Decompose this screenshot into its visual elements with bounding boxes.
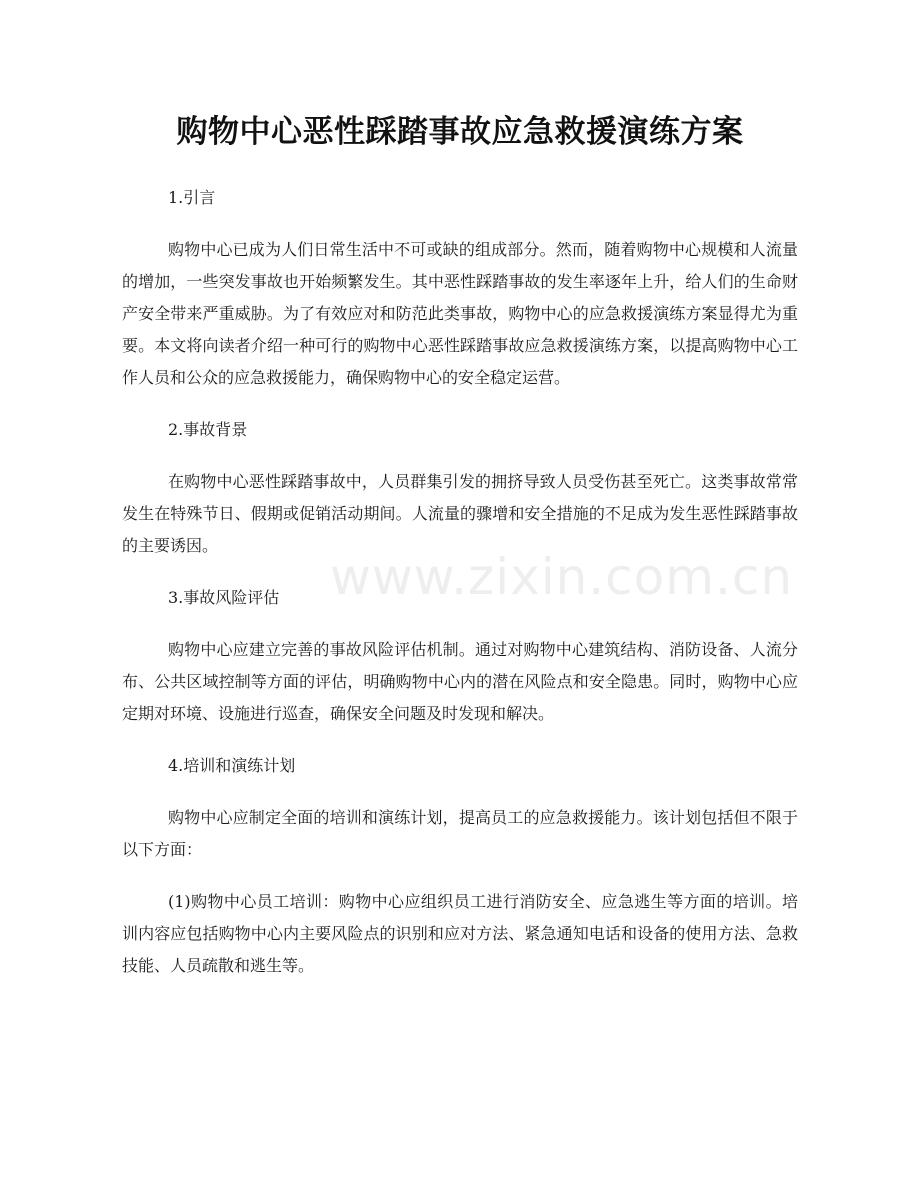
section-heading-background: 2.事故背景 [168,420,248,439]
section-paragraph-background: 在购物中心恶性踩踏事故中，人员群集引发的拥挤导致人员受伤甚至死亡。这类事故常常发生在特殊节日、假期或促销活动期间。人流量的骤增和安全措施的不足成为发生恶性踩踏事故的主要诱因。 [122,472,798,555]
section-heading-risk: 3.事故风险评估 [168,588,280,607]
section-paragraph-risk: 购物中心应建立完善的事故风险评估机制。通过对购物中心建筑结构、消防设备、人流分布、公共区域控制等方面的评估，明确购物中心内的潜在风险点和安全隐患。同时，购物中心应定期对环境、设施进行巡查，确保安全问题及时发现和解决。 [122,640,798,723]
section-heading-intro: 1.引言 [168,188,216,207]
document-body [122,182,798,982]
section-paragraph-training: 购物中心应制定全面的培训和演练计划，提高员工的应急救援能力。该计划包括但不限于以下方面： [122,808,798,859]
document-title: 购物中心恶性踩踏事故应急救援演练方案 [176,114,744,150]
list-item-staff-training: (1)购物中心员工培训：购物中心应组织员工进行消防安全、应急逃生等方面的培训。培训内容应包括购物中心内主要风险点的识别和应对方法、紧急通知电话和设备的使用方法、急救技能、人员疏散和逃生等。 [122,892,798,975]
section-paragraph-intro: 购物中心已成为人们日常生活中不可或缺的组成部分。然而，随着购物中心规模和人流量的增加，一些突发事故也开始频繁发生。其中恶性踩踏事故的发生率逐年上升，给人们的生命财产安全带来严重威胁。为了有效应对和防范此类事故，购物中心的应急救援演练方案显得尤为重要。本文将向读者介绍一种可行的购物中心恶性踩踏事故应急救援演练方案，以提高购物中心工作人员和公众的应急救援能力，确保购物中心的安全稳定运营。 [122,240,798,387]
watermark: www.zixin.com.cn [330,548,794,606]
section-heading-training: 4.培训和演练计划 [168,756,296,775]
